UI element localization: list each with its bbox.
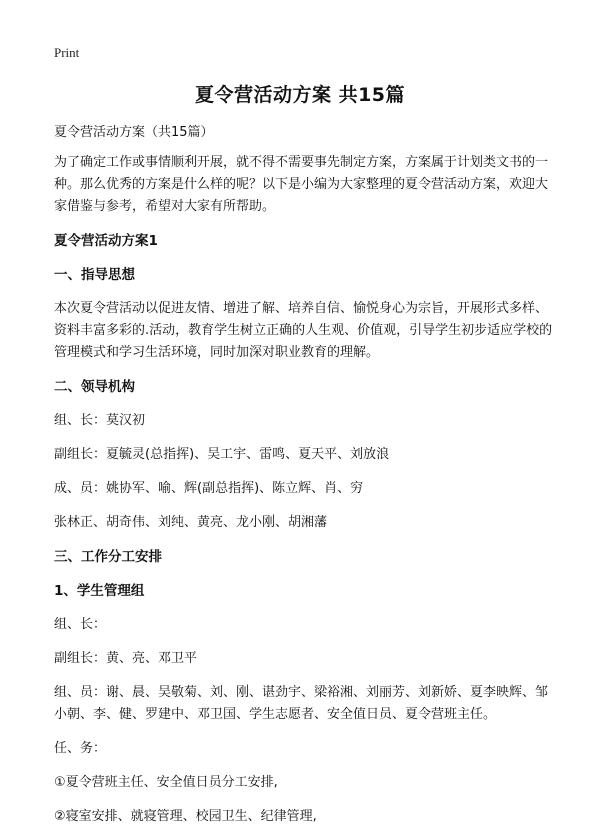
members-line-2: 张林正、胡奇伟、刘纯、黄亮、龙小刚、胡湘藩 xyxy=(54,515,328,530)
group1-heading: 1、学生管理组 xyxy=(54,583,145,599)
document-subtitle: 夏令营活动方案（共15篇） xyxy=(54,125,214,140)
intro-paragraph: 为了确定工作或事情顺利开展，就不得不需要事先制定方案，方案属于计划类文书的一种。那么优秀的方案是什么样的呢？以下是小编为大家整理的夏令营活动方案，欢迎大家借鉴与参考，希望对大家有所帮助。 xyxy=(54,155,549,214)
section-title: 夏令营活动方案1 xyxy=(54,233,158,249)
task-item-1: ①夏令营班主任、安全值日员分工安排, xyxy=(54,775,278,790)
page-title: 夏令营活动方案 共15篇 xyxy=(194,84,406,106)
guiding-paragraph: 本次夏令营活动以促进友情、增进了解、培养自信、愉悦身心为宗旨，开展形式多样、资料丰富多彩的.活动，教育学生树立正确的人生观、价值观，引导学生初步适应学校的管理模式和学习生活环境，同时加深对职业教育的理解。 xyxy=(54,301,553,360)
document-body xyxy=(54,122,554,840)
guiding-heading: 一、指导思想 xyxy=(54,267,135,283)
task-item-2: ②寝室安排、就寝管理、校园卫生、纪律管理, xyxy=(54,809,317,824)
division-heading: 三、工作分工安排 xyxy=(54,549,162,565)
group1-leader-line: 组、长： xyxy=(54,617,107,632)
deputy-line: 副组长：夏毓灵(总指挥)、吴工宇、雷鸣、夏天平、刘放浪 xyxy=(54,447,390,462)
group1-members-line: 组、员：谢、晨、吴敬菊、刘、刚、谌劲宇、梁裕湘、刘丽芳、刘新娇、夏李映辉、邹小朝、李、健、罗建中、邓卫国、学生志愿者、安全值日员、夏令营班主任。 xyxy=(54,685,549,722)
leader-line: 组、长：莫汉初 xyxy=(54,413,146,428)
print-link[interactable]: Print xyxy=(54,45,80,60)
tasks-label: 任、务： xyxy=(54,741,107,756)
group1-deputy-line: 副组长：黄、亮、邓卫平 xyxy=(54,651,198,666)
members-line: 成、员：姚协军、喻、辉(副总指挥)、陈立辉、肖、穷 xyxy=(54,481,364,496)
leadership-heading: 二、领导机构 xyxy=(54,379,135,395)
